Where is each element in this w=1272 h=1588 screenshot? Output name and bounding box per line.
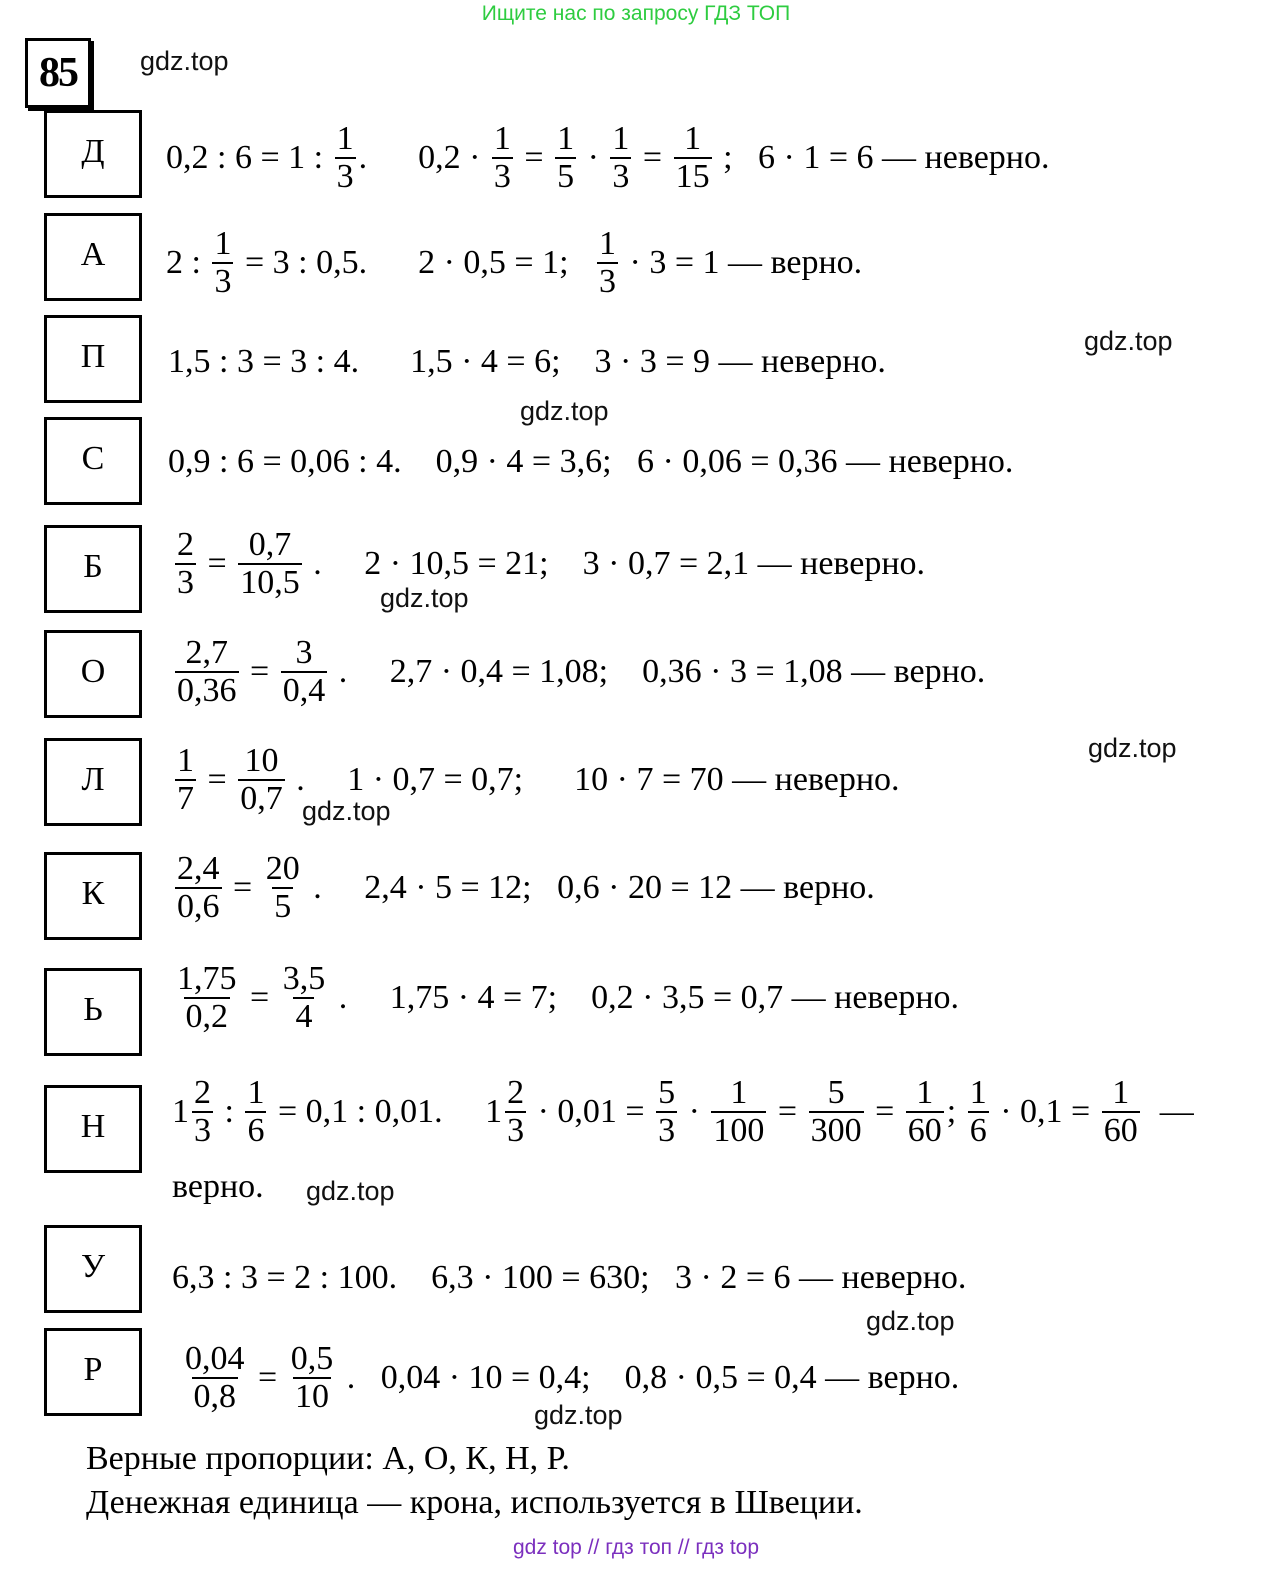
- fraction: $\frac{10}{0,7}$: [240, 742, 283, 817]
- letter-box-s: С: [44, 417, 142, 505]
- watermark: gdz.top: [520, 396, 609, 426]
- fraction: $\frac{5}{300}$: [810, 1074, 862, 1149]
- letter-box-r: Р: [44, 1328, 142, 1416]
- fraction: $\frac{2,4}{0,6}$: [177, 850, 220, 925]
- fraction: $\frac{0,5}{10}$: [290, 1340, 334, 1415]
- fraction: $\frac{1}{5}$: [557, 120, 575, 195]
- fraction: $\frac{1}{100}$: [713, 1074, 765, 1149]
- fraction: $\frac{1}{60}$: [1103, 1074, 1138, 1149]
- watermark: gdz.top: [866, 1306, 955, 1336]
- watermark: gdz.top: [306, 1176, 395, 1206]
- row-d: 0,2 : 6 = 1 : $\frac{1}{3}$ . 0,2 · $\frac{1}{3}$ = $\frac{1}{5}$ · $\frac{1}{3}$ = $\frac{1}{15}$ ; 6 · 1 = 6 — неверно.: [166, 120, 1050, 195]
- fraction: $\frac{1}{60}$: [907, 1074, 942, 1149]
- fraction: $\frac{2}{3}$: [177, 526, 194, 601]
- letter-box-soft: Ь: [44, 968, 142, 1056]
- fraction: $\frac{2}{3}$: [194, 1074, 211, 1149]
- row-u: 6,3 : 3 = 2 : 100. 6,3 · 100 = 630; 3 · 2 = 6 — неверно.: [172, 1259, 967, 1296]
- fraction: $\frac{0,04}{0,8}$: [185, 1340, 245, 1415]
- fraction: $\frac{5}{3}$: [658, 1074, 676, 1149]
- fraction: $\frac{1,75}{0,2}$: [177, 960, 237, 1035]
- fraction: $\frac{1}{3}$: [612, 120, 630, 195]
- fraction: $\frac{3,5}{4}$: [282, 960, 326, 1035]
- letter-box-d: Д: [44, 110, 142, 198]
- bottom-banner: gdz top // гдз топ // гдз top: [512, 1536, 760, 1559]
- watermark: gdz.top: [1088, 733, 1177, 763]
- fraction: $\frac{0,7}{10,5}$: [240, 526, 300, 601]
- fraction: $\frac{1}{3}$: [599, 225, 617, 300]
- fraction: $\frac{2}{3}$: [507, 1074, 525, 1149]
- letter-box-p: П: [44, 315, 142, 403]
- top-banner: Ищите нас по запросу ГДЗ ТОП: [481, 2, 791, 25]
- letter-box-l: Л: [44, 738, 142, 826]
- row-b: $\frac{2}{3}$ = $\frac{0,7}{10,5}$ . 2 · 10,5 = 21; 3 · 0,7 = 2,1 — неверно.: [177, 526, 926, 601]
- letter-box-u: У: [44, 1225, 142, 1313]
- letter-box-k: К: [44, 852, 142, 940]
- fraction: $\frac{1}{3}$: [336, 120, 354, 195]
- fraction: $\frac{1}{6}$: [969, 1074, 987, 1149]
- letter-box-o: О: [44, 630, 142, 718]
- row-a: 2 : $\frac{1}{3}$ = 3 : 0,5. 2 · 0,5 = 1; $\frac{1}{3}$ · 3 = 1 — верно.: [166, 225, 863, 300]
- row-n-continuation: верно.: [172, 1168, 264, 1205]
- watermark: gdz.top: [534, 1400, 623, 1430]
- fraction: $\frac{1}{6}$: [247, 1074, 265, 1149]
- row-p: 1,5 : 3 = 3 : 4. 1,5 · 4 = 6; 3 · 3 = 9 — неверно.: [168, 343, 886, 380]
- row-o: $\frac{2,7}{0,36}$ = $\frac{3}{0,4}$ . 2,7 · 0,4 = 1,08; 0,36 · 3 = 1,08 — верно.: [177, 634, 986, 709]
- fraction: $\frac{1}{3}$: [214, 225, 232, 300]
- conclusion-line: Денежная единица — крона, используется в Швеции.: [86, 1484, 863, 1521]
- fraction: $\frac{2,7}{0,36}$: [177, 634, 237, 709]
- row-k: $\frac{2,4}{0,6}$ = $\frac{20}{5}$ . 2,4 · 5 = 12; 0,6 · 20 = 12 — верно.: [177, 850, 875, 925]
- fraction: $\frac{1}{7}$: [177, 742, 194, 817]
- task-number: 85: [25, 38, 91, 108]
- fraction: $\frac{3}{0,4}$: [282, 634, 326, 709]
- watermark: gdz.top: [302, 796, 391, 826]
- row-l: $\frac{1}{7}$ = $\frac{10}{0,7}$ . 1 · 0,7 = 0,7; 10 · 7 = 70 — неверно.: [177, 742, 900, 817]
- letter-box-n: Н: [44, 1085, 142, 1173]
- row-r: $\frac{0,04}{0,8}$ = $\frac{0,5}{10}$ . 0,04 · 10 = 0,4; 0,8 · 0,5 = 0,4 — верно.: [185, 1340, 960, 1415]
- letter-box-a: А: [44, 213, 142, 301]
- fraction: $\frac{1}{3}$: [493, 120, 511, 195]
- answer-line: Верные пропорции: А, О, К, Н, Р.: [86, 1440, 570, 1477]
- letter-box-b: Б: [44, 525, 142, 613]
- row-n: 1 $\frac{2}{3}$ : $\frac{1}{6}$ = 0,1 : 0,01. 1 $\frac{2}{3}$ · 0,01 = $\frac{5}{3}$ · $\frac{1}{100}$ = $\frac{5}{300}$ = $\frac{1}{60}$ ; $\frac{1}{6}$ · 0,1 = $\frac{1}{60}$ —: [172, 1074, 1194, 1149]
- fraction: $\frac{20}{5}$: [265, 850, 300, 925]
- fraction: $\frac{1}{15}$: [675, 120, 710, 195]
- watermark: gdz.top: [1084, 326, 1173, 356]
- row-soft: $\frac{1,75}{0,2}$ = $\frac{3,5}{4}$ . 1,75 · 4 = 7; 0,2 · 3,5 = 0,7 — неверно.: [177, 960, 960, 1035]
- watermark: gdz.top: [380, 583, 469, 613]
- row-s: 0,9 : 6 = 0,06 : 4. 0,9 · 4 = 3,6; 6 · 0,06 = 0,36 — неверно.: [168, 443, 1014, 480]
- watermark: gdz.top: [140, 46, 229, 76]
